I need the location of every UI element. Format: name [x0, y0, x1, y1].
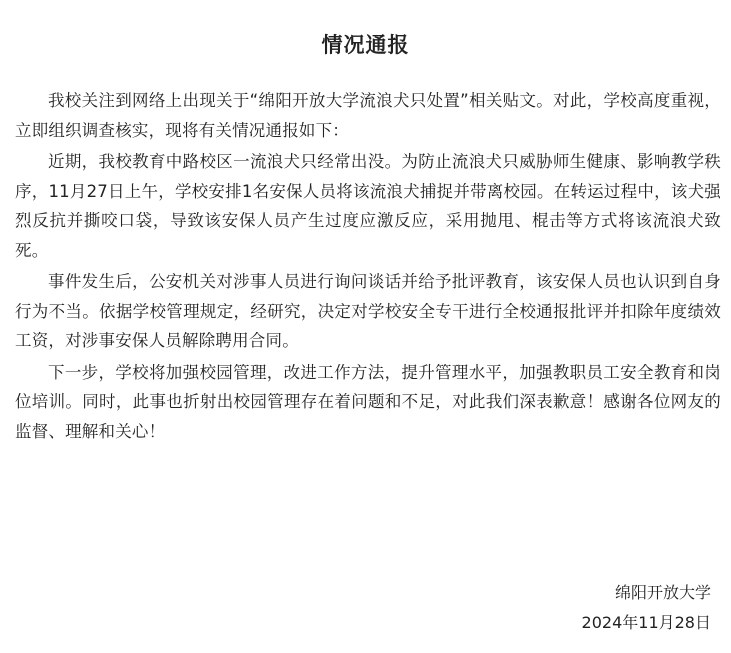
paragraph-incident: 近期，我校教育中路校区一流浪犬只经常出没。为防止流浪犬只威胁师生健康、影响教学秩序，11月27日上午，学校安排1名安保人员将该流浪犬捕捉并带离校园。在转运过程中，该犬强烈反抗并撕咬口袋，导致该安保人员产生过度应激反应，采用抛甩、棍击等方式将该流浪犬致死。 — [15, 152, 721, 260]
signature-block — [582, 578, 711, 638]
paragraph-intro: 我校关注到网络上出现关于“绵阳开放大学流浪犬只处置”相关贴文。对此，学校高度重视，立即组织调查核实，现将有关情况通报如下： — [15, 91, 721, 140]
notice-body — [15, 86, 721, 448]
notice-title: 情况通报 — [321, 33, 410, 57]
paragraph-handling: 事件发生后，公安机关对涉事人员进行询问谈话并给予批评教育，该安保人员也认识到自身行为不当。依据学校管理规定，经研究，决定对学校安全专干进行全校通报批评并扣除年度绩效工资，对涉事安保人员解除聘用合同。 — [15, 272, 721, 350]
paragraph-next-steps: 下一步，学校将加强校园管理，改进工作方法，提升管理水平，加强教职员工安全教育和岗位培训。同时，此事也折射出校园管理存在着问题和不足，对此我们深表歉意！感谢各位网友的监督、理解和关心！ — [15, 362, 721, 441]
signature-organization: 绵阳开放大学 — [614, 583, 711, 602]
signature-date: 2024年11月28日 — [581, 613, 711, 632]
